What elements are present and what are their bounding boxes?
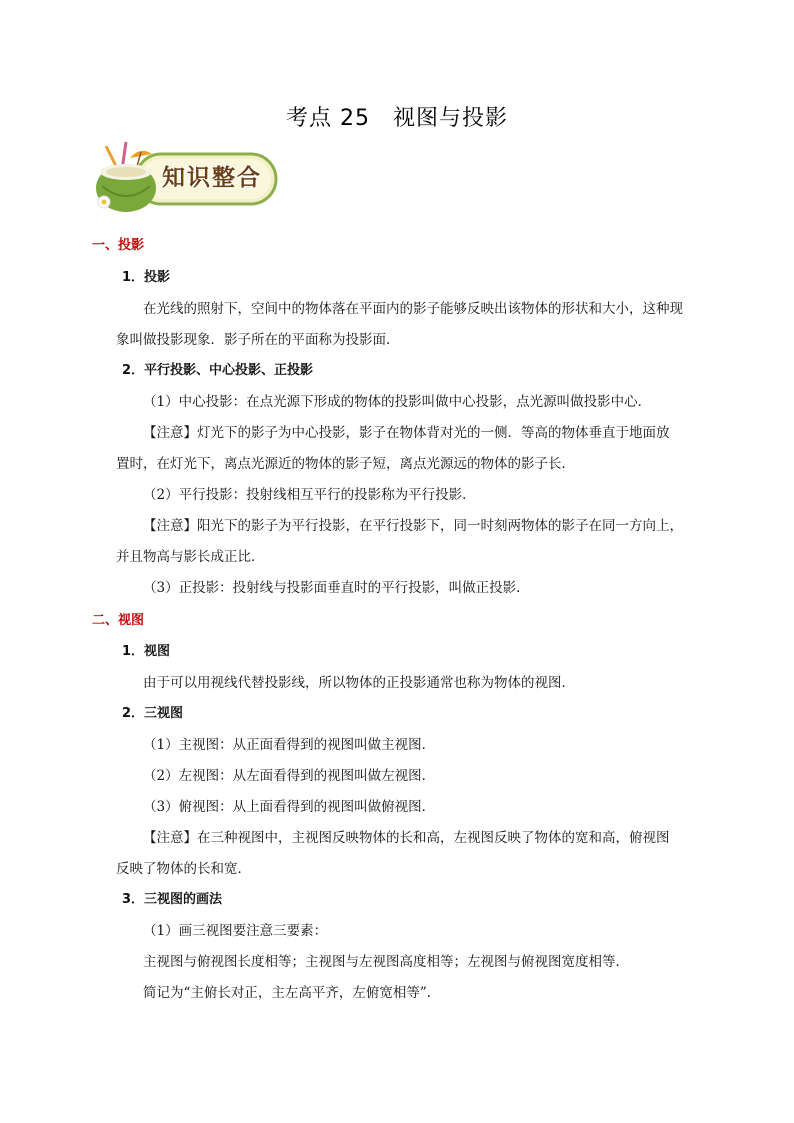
note-line: 【注意】灯光下的影子为中心投影，影子在物体背对光的一侧．等高的物体垂直于地面放 — [143, 425, 670, 441]
paragraph-line: （2）平行投影：投射线相互平行的投影称为平行投影． — [143, 487, 476, 503]
paragraph-line: （3）正投影：投射线与投影面垂直时的平行投影，叫做正投影． — [143, 580, 530, 596]
paragraph-line: 并且物高与影长成正比． — [116, 549, 265, 565]
page-title: 考点 25 视图与投影 — [286, 106, 508, 131]
paragraph-line: （1）主视图：从正面看得到的视图叫做主视图． — [143, 737, 436, 753]
subsection-heading: 2．平行投影、中心投影、正投影 — [122, 363, 314, 378]
subsection-heading: 2．三视图 — [122, 706, 184, 721]
paragraph-line: 置时，在灯光下，离点光源近的物体的影子短，离点光源远的物体的影子长． — [116, 456, 575, 472]
paragraph-line: 象叫做投影现象．影子所在的平面称为投影面． — [116, 332, 400, 348]
subsection-heading: 1．视图 — [122, 644, 171, 659]
section-heading: 一、投影 — [92, 238, 145, 253]
subsection-heading: 1．投影 — [122, 270, 171, 285]
paragraph-line: 简记为“主俯长对正，主左高平齐，左俯宽相等”． — [143, 985, 441, 1001]
paragraph-line: （1）中心投影：在点光源下形成的物体的投影叫做中心投影，点光源叫做投影中心． — [143, 394, 652, 410]
banner-label: 知识整合 — [162, 165, 262, 191]
note-line: 【注意】在三种视图中，主视图反映物体的长和高，左视图反映了物体的宽和高，俯视图 — [143, 830, 670, 846]
paragraph-line: 由于可以用视线代替投影线，所以物体的正投影通常也称为物体的视图． — [143, 675, 575, 691]
paragraph-line: （2）左视图：从左面看得到的视图叫做左视图． — [143, 768, 436, 784]
subsection-heading: 3．三视图的画法 — [122, 892, 223, 907]
section-banner — [92, 140, 282, 220]
section-heading: 二、视图 — [92, 613, 145, 628]
paragraph-line: 反映了物体的长和宽． — [116, 861, 251, 877]
note-line: 【注意】阳光下的影子为平行投影，在平行投影下，同一时刻两物体的影子在同一方向上， — [143, 518, 683, 534]
paragraph-line: （1）画三视图要注意三要素： — [143, 923, 328, 939]
paragraph-line: （3）俯视图：从上面看得到的视图叫做俯视图． — [143, 799, 436, 815]
paragraph-line: 在光线的照射下，空间中的物体落在平面内的影子能够反映出该物体的形状和大小，这种现 — [143, 301, 683, 317]
paragraph-line: 主视图与俯视图长度相等；主视图与左视图高度相等；左视图与俯视图宽度相等． — [143, 954, 629, 970]
